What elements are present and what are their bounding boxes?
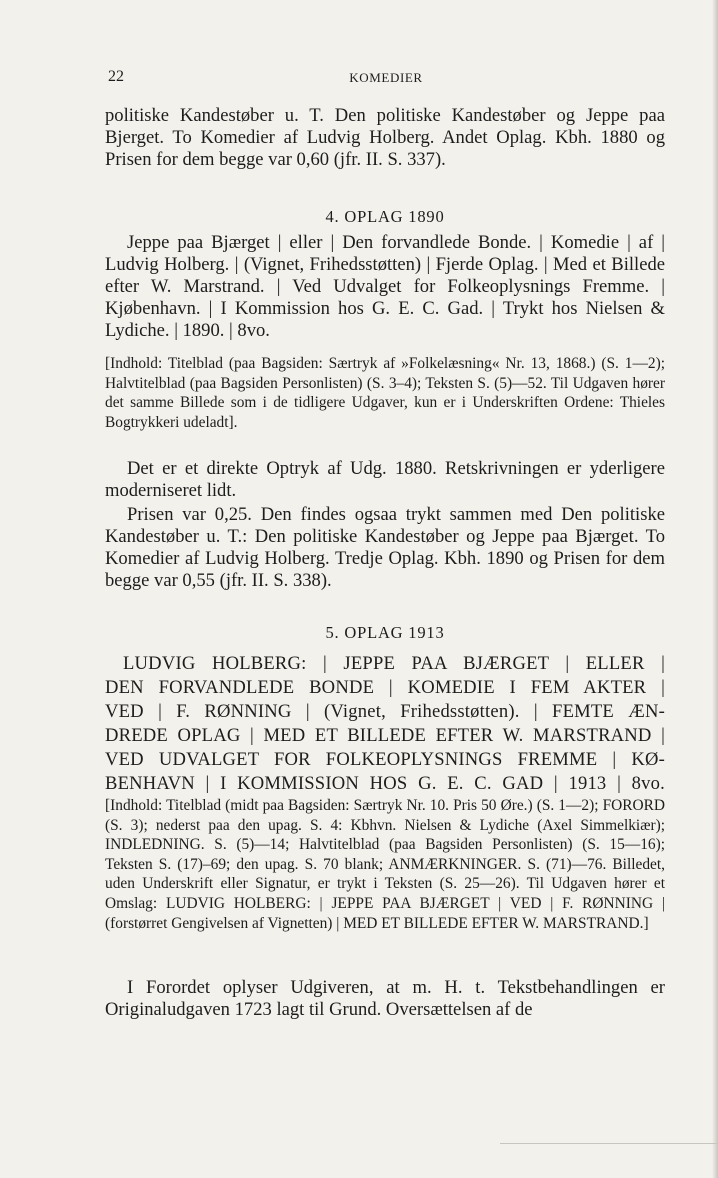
intro-paragraph: politiske Kandestøber u. T. Den politiske Kandestøber og Jeppe paa Bjerget. To Komedier af Ludvig Holberg. Andet Oplag. Kbh. 1880 og Prisen for dem begge var 0,60 (jfr. II. S. 337). (105, 105, 665, 170)
page-number: 22 (108, 68, 124, 85)
section-4-paragraph-1: Det er et direkte Optryk af Udg. 1880. Retskrivningen er yderligere moderniseret lidt. (105, 458, 665, 501)
section-5-paragraph-1: I Forordet oplyser Udgiveren, at m. H. t. Tekstbehandlingen er Originaludgaven 1723 lagt til Grund. Oversættelsen af de (105, 977, 665, 1020)
section-4-paragraph-2: Prisen var 0,25. Den findes ogsaa trykt sammen med Den politiske Kandestøber u. T.: Den politiske Kandestøber og Jeppe paa Bjærget. To Komedier af Ludvig Holberg. Tredje Oplag. Kbh. 1890 og Prisen for dem begge var 0,55 (jfr. II. S. 338). (105, 504, 665, 591)
scan-artifact-line (500, 1143, 718, 1144)
title-line: BENHAVN | I KOMMISSION HOS G. E. C. GAD | 1913 | 8vo. (105, 773, 665, 794)
section-4-heading: 4. OPLAG 1890 (325, 207, 445, 226)
title-line: LUDVIG HOLBERG: | JEPPE PAA BJÆRGET | ELLER | (123, 653, 665, 674)
page-edge-shadow (712, 0, 718, 1178)
section-4-title-page: Jeppe paa Bjærget | eller | Den forvandlede Bonde. | Komedie | af | Ludvig Holberg. | (Vignet, Frihedsstøtten) | Fjerde Oplag. | Med et Billede efter W. Marstrand. | Ved Udvalget for Folkeoplysnings Fremme. | Kjøbenhavn. | I Kommission hos G. E. C. Gad. | Trykt hos Nielsen & Lydiche. | 1890. | 8vo. (105, 232, 665, 341)
section-4-contents: [Indhold: Titelblad (paa Bagsiden: Særtryk af »Folkelæsning« Nr. 13, 1868.) (S. 1—2); Halvtitelblad (paa Bagsiden Personlisten) (S. 3–4); Teksten S. (5)—52. Til Udgaven hører det samme Billede som i de tidligere Udgaver, kun er i Underskriften Ordene: Thieles Bogtrykkeri udeladt]. (105, 355, 665, 431)
title-line: VED UDVALGET FOR FOLKEOPLYSNINGS FREMME | KØ- (105, 749, 665, 770)
page-header (108, 68, 664, 92)
section-5-contents: [Indhold: Titelblad (midt paa Bagsiden: Særtryk Nr. 10. Pris 50 Øre.) (S. 1—2); FORORD (S. 3); nederst paa den upag. S. 4: Kbhvn. Nielsen & Lydiche (Axel Simmelkiær); INDLEDNING. S. (5)—14; Halvtitelblad (paa Bagsiden Personlisten) (S. 15—16); Teksten S. (17)–69; den upag. S. 70 blank; ANMÆRKNINGER. S. (71)—76. Billedet, uden Underskrift eller Signatur, er trykt i Teksten (S. 25—26). Til Udgaven hører et Omslag: LUDVIG HOLBERG: | JEPPE PAA BJÆRGET | VED | F. RØNNING | (forstørret Gengivelsen af Vignetten) | MED ET BILLEDE EFTER W. MARSTRAND.] (105, 797, 665, 932)
title-line: DEN FORVANDLEDE BONDE | KOMEDIE I FEM AKTER | (105, 677, 665, 698)
section-5-heading: 5. OPLAG 1913 (325, 623, 445, 642)
title-line: DREDE OPLAG | MED ET BILLEDE EFTER W. MARSTRAND | (105, 725, 665, 746)
running-head: KOMEDIER (349, 70, 423, 85)
title-line: VED | F. RØNNING | (Vignet, Frihedsstøtten). | FEMTE ÆN- (105, 701, 665, 722)
